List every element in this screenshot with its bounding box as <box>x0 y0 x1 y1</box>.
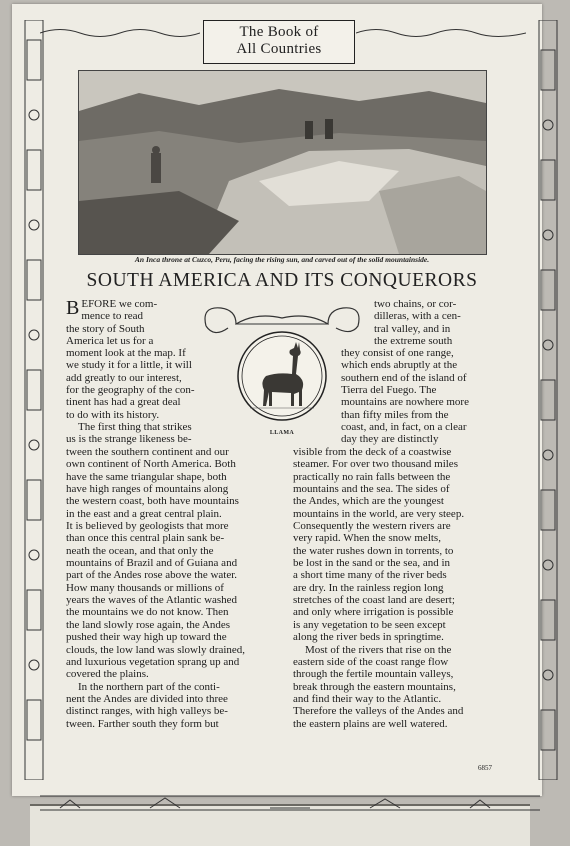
col2-line: is any vegetation to be seen except <box>293 618 446 631</box>
col1-line: EFORE we com- <box>81 298 158 310</box>
col1-line: tinent has had a great deal <box>66 396 181 409</box>
drop-cap: B <box>66 297 80 319</box>
col2-line: be lost in the sand or the sea, and in <box>293 557 451 570</box>
col1-line: tween the southern continent and our <box>66 446 229 458</box>
col2-line: mountains in the world, are very steep. <box>293 507 465 520</box>
col2-line: than fifty miles from the <box>341 408 449 421</box>
col2-line: the water rushes down in torrents, to <box>293 544 454 557</box>
col2-line: a short time many of the river beds <box>293 569 447 582</box>
col2-line: stretches of the coast land are desert; <box>293 594 455 607</box>
col2-line: eastern side of the coast range flow <box>293 655 449 668</box>
col2-line: Consequently the western rivers are <box>293 520 451 533</box>
bottom-ornamental-border <box>40 794 540 812</box>
col1-line: have high ranges of mountains along <box>66 483 229 496</box>
col2-line: along the river beds in springtime. <box>293 631 444 644</box>
col1-line: years the waves of the Atlantic washed <box>66 594 238 607</box>
col1-line: clouds, the low land was slowly drained, <box>66 643 246 656</box>
series-title-box <box>203 20 355 64</box>
col2-line: the eastern plains are well watered. <box>293 717 448 730</box>
col2-line: mountains are nowhere more <box>341 396 469 409</box>
col1-line: we study it for a little, it will <box>66 359 192 372</box>
col1-line: pushed their way high up toward the <box>66 631 227 644</box>
col1-line: neath the ocean, and that only the <box>66 544 214 557</box>
series-title-line2: All Countries <box>236 41 322 57</box>
col2-line: and only where irrigation is possible <box>293 606 454 619</box>
col2-line: which ends abruptly at the <box>341 359 458 372</box>
col2-line: Therefore the valleys of the Andes and <box>293 705 464 718</box>
col1-line: America let us for a <box>66 335 154 348</box>
col2-line: practically no rain falls between the <box>293 470 451 483</box>
col2-line: dilleras, with a cen- <box>374 310 461 323</box>
col1-line: tween. Farther south they form but <box>66 717 219 730</box>
col1-line: than once this central plain sank be- <box>66 532 225 545</box>
series-title-line1: The Book of <box>239 24 319 40</box>
col2-line: the extreme south <box>374 335 453 348</box>
col1-line: the western coast, both have mountains <box>66 495 239 508</box>
col1-line: mence to read <box>81 310 144 323</box>
col2-line: through the fertile mountain valleys, <box>293 668 454 681</box>
col2-line: two chains, or cor- <box>374 298 457 310</box>
inca-throne-photo <box>78 70 487 255</box>
col2-line: visible from the deck of a coastwise <box>293 446 452 458</box>
col2-line: the Andes, which are the youngest <box>293 495 444 508</box>
col2-intro-cont <box>341 347 492 446</box>
col1-line: in the east and a great central plain. <box>66 507 222 520</box>
col2-line: coast, and, in fact, on a clear <box>341 421 467 434</box>
col2-line: Tierra del Fuego. The <box>341 384 437 397</box>
col2-body <box>293 446 492 730</box>
photo-caption: An Inca throne at Cuzco, Peru, facing the rising sun, and carved out of the solid mountainside. <box>134 255 430 264</box>
col1-line: have the same triangular shape, both <box>66 470 227 483</box>
col2-line: Most of the rivers that rise on the <box>305 643 452 656</box>
col1-body <box>66 446 271 730</box>
col1-line: It is believed by geologists that more <box>66 520 229 533</box>
llama-illustration <box>236 330 328 422</box>
col1-line: us is the strange likeness be- <box>66 433 192 446</box>
col1-line: How many thousands or millions of <box>66 581 224 594</box>
left-ornamental-border <box>24 20 44 780</box>
col2-intro <box>374 298 492 347</box>
article-title: SOUTH AMERICA AND ITS CONQUERORS <box>86 270 478 291</box>
col2-line: they consist of one range, <box>341 347 454 359</box>
col1-line: covered the plains. <box>66 668 149 681</box>
col1-line: The first thing that strikes <box>78 421 192 434</box>
col1-line: for the geography of the con- <box>66 384 195 397</box>
col1-line: and luxurious vegetation sprang up and <box>66 655 240 668</box>
col1-intro <box>66 298 194 347</box>
top-right-scroll-border <box>356 26 526 40</box>
col2-line: are dry. In the rainless region long <box>293 581 444 594</box>
col1-line: distinct ranges, with high valleys be- <box>66 705 228 718</box>
col2-line: steamer. For over two thousand miles <box>293 458 458 471</box>
col1-line: In the northern part of the conti- <box>78 680 220 693</box>
right-ornamental-border <box>538 20 558 780</box>
col2-line: very rapid. When the snow melts, <box>293 532 441 545</box>
col1-line: own continent of North America. Both <box>66 458 236 471</box>
llama-label: LLAMA <box>269 430 295 436</box>
col1-line: moment look at the map. If <box>66 347 186 359</box>
col1-line: part of the Andes rose above the water. <box>66 569 238 582</box>
col2-line: tral valley, and in <box>374 322 451 335</box>
col2-line: and find their way to the Atlantic. <box>293 692 442 705</box>
top-left-scroll-border <box>40 26 200 40</box>
col2-line: break through the eastern mountains, <box>293 680 456 693</box>
col1-line: to do with its history. <box>66 408 160 421</box>
col2-line: day they are distinctly <box>341 433 439 446</box>
col2-line: southern end of the island of <box>341 371 467 384</box>
col1-line: the story of South <box>66 322 145 335</box>
col1-line: the mountains we do not know. Then <box>66 606 229 619</box>
col2-line: mountains and the sea. The sides of <box>293 483 450 496</box>
col1-line: nent the Andes are divided into three <box>66 692 228 705</box>
col1-line: add greatly to our interest, <box>66 371 182 384</box>
col1-line: the land slowly rose again, the Andes <box>66 618 231 631</box>
page-number: 6857 <box>478 764 492 772</box>
col1-line: mountains of Brazil and of Guiana and <box>66 557 238 570</box>
